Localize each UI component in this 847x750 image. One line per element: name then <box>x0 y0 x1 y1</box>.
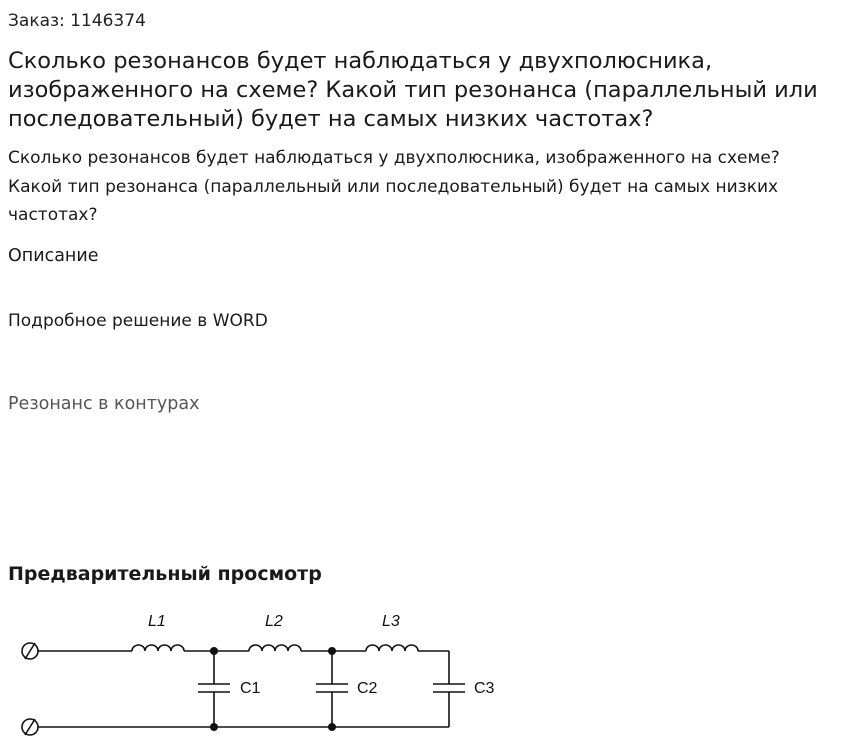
page-title: Сколько резонансов будет наблюдаться у двухполюсника, изображенного на схеме? Какой тип резонанса (параллельный или последовательный) будет на самых низких частотах? <box>8 48 818 132</box>
inductor-l2 <box>249 645 301 651</box>
junction-dot <box>328 647 336 655</box>
label-l3: L3 <box>382 613 400 630</box>
category-link[interactable]: Резонанс в контурах <box>8 394 200 414</box>
label-c3: C3 <box>474 680 495 697</box>
inductor-l1 <box>132 645 184 651</box>
question-text: Сколько резонансов будет наблюдаться у двухполюсника, изображенного на схеме? Какой тип резонанса (параллельный или последовательный) будет на самых низких частотах? <box>8 148 780 225</box>
solution-text: Подробное решение в WORD <box>8 311 268 331</box>
label-l1: L1 <box>148 613 166 630</box>
order-number: Заказ: 1146374 <box>8 11 146 31</box>
junction-dot <box>210 723 218 731</box>
description-label: Описание <box>8 246 99 266</box>
circuit-diagram <box>8 603 508 743</box>
label-c1: C1 <box>240 680 261 697</box>
junction-dot <box>210 647 218 655</box>
preview-heading: Предварительный просмотр <box>8 563 322 585</box>
junction-dot <box>328 723 336 731</box>
label-c2: C2 <box>357 680 378 697</box>
label-l2: L2 <box>265 613 283 630</box>
inductor-l3 <box>366 645 418 651</box>
